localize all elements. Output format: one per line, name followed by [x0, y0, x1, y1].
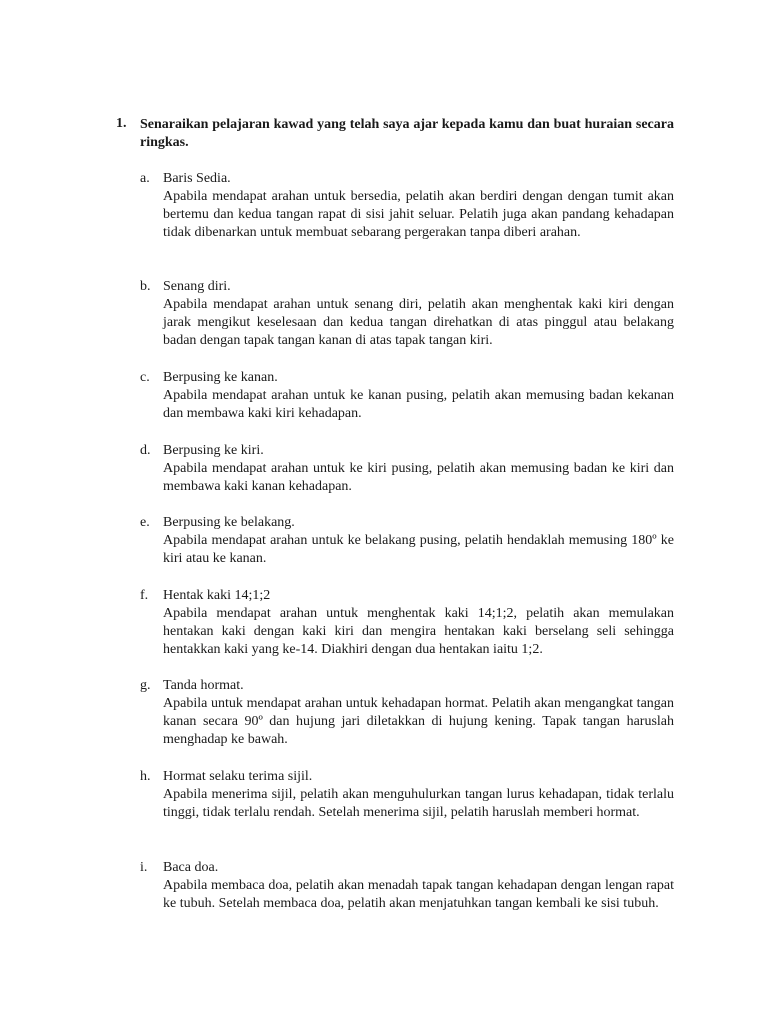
list-item-a [140, 170, 674, 242]
list-item-h [140, 768, 674, 822]
item-letter: e. [140, 515, 150, 530]
item-letter: i. [140, 860, 148, 875]
list-item-d [140, 442, 674, 496]
item-letter: h. [140, 769, 151, 784]
list-item-c [140, 369, 674, 423]
item-letter: f. [140, 588, 149, 603]
item-title: Hentak kaki 14;1;2 [163, 588, 271, 603]
list-item-g [140, 677, 674, 749]
item-description: Apabila membaca doa, pelatih akan menadah tapak tangan kehadapan dengan lengan rapat ke tubuh. Setelah membaca doa, pelatih akan menjatuhkan tangan kembali ke sisi tubuh. [163, 878, 674, 911]
item-title: Tanda hormat. [163, 678, 244, 693]
item-title: Senang diri. [163, 279, 231, 294]
item-letter: d. [140, 443, 151, 458]
item-title: Baca doa. [163, 860, 219, 875]
item-title: Baris Sedia. [163, 171, 231, 186]
item-description: Apabila mendapat arahan untuk bersedia, pelatih akan berdiri dengan dengan tumit akan bertemu dan kedua tangan rapat di sisi jahit seluar. Pelatih juga akan pandang kehadapan tidak dibenarkan untuk membuat sebarang pergerakan tanpa diberi arahan. [163, 189, 674, 240]
item-description: Apabila mendapat arahan untuk senang diri, pelatih akan menghentak kaki kiri dengan jarak mengikut keselesaan dan kedua tangan direhatkan di atas pinggul atau belakang badan dengan tapak tangan kanan di atas tapak tangan kiri. [163, 297, 674, 348]
item-letter: a. [140, 171, 150, 186]
item-description: Apabila menerima sijil, pelatih akan menguhulurkan tangan lurus kehadapan, tidak terlalu tinggi, tidak terlalu rendah. Setelah menerima sijil, pelatih haruslah memberi hormat. [163, 787, 674, 820]
question-text: Senaraikan pelajaran kawad yang telah saya ajar kepada kamu dan buat huraian secara ringkas. [140, 117, 674, 150]
question-number: 1. [116, 116, 127, 131]
item-letter: g. [140, 678, 151, 693]
item-description: Apabila mendapat arahan untuk ke belakang pusing, pelatih hendaklah memusing 180º ke kiri atau ke kanan. [163, 533, 674, 566]
item-title: Berpusing ke kiri. [163, 443, 264, 458]
item-description: Apabila mendapat arahan untuk ke kanan pusing, pelatih akan memusing badan kekanan dan membawa kaki kiri kehadapan. [163, 388, 674, 421]
item-title: Berpusing ke belakang. [163, 515, 295, 530]
list-item-i [140, 859, 674, 913]
item-description: Apabila untuk mendapat arahan untuk kehadapan hormat. Pelatih akan mengangkat tangan kanan secara 90º dan hujung jari diletakkan di hujung kening. Tapak tangan haruslah menghadap ke bawah. [163, 696, 674, 747]
item-letter: c. [140, 370, 150, 385]
list-item-e [140, 514, 674, 568]
list-item-f [140, 587, 674, 659]
item-description: Apabila mendapat arahan untuk ke kiri pusing, pelatih akan memusing badan ke kiri dan membawa kaki kanan kehadapan. [163, 461, 674, 494]
item-letter: b. [140, 279, 151, 294]
item-title: Hormat selaku terima sijil. [163, 769, 313, 784]
item-title: Berpusing ke kanan. [163, 370, 278, 385]
item-description: Apabila mendapat arahan untuk menghentak kaki 14;1;2, pelatih akan memulakan hentakan kaki dengan kaki kiri dan mengira hentakan kaki berselang seli sehingga hentakkan kaki yang ke-14. Diakhiri dengan dua hentakan iaitu 1;2. [163, 606, 674, 657]
list-item-b [140, 278, 674, 350]
